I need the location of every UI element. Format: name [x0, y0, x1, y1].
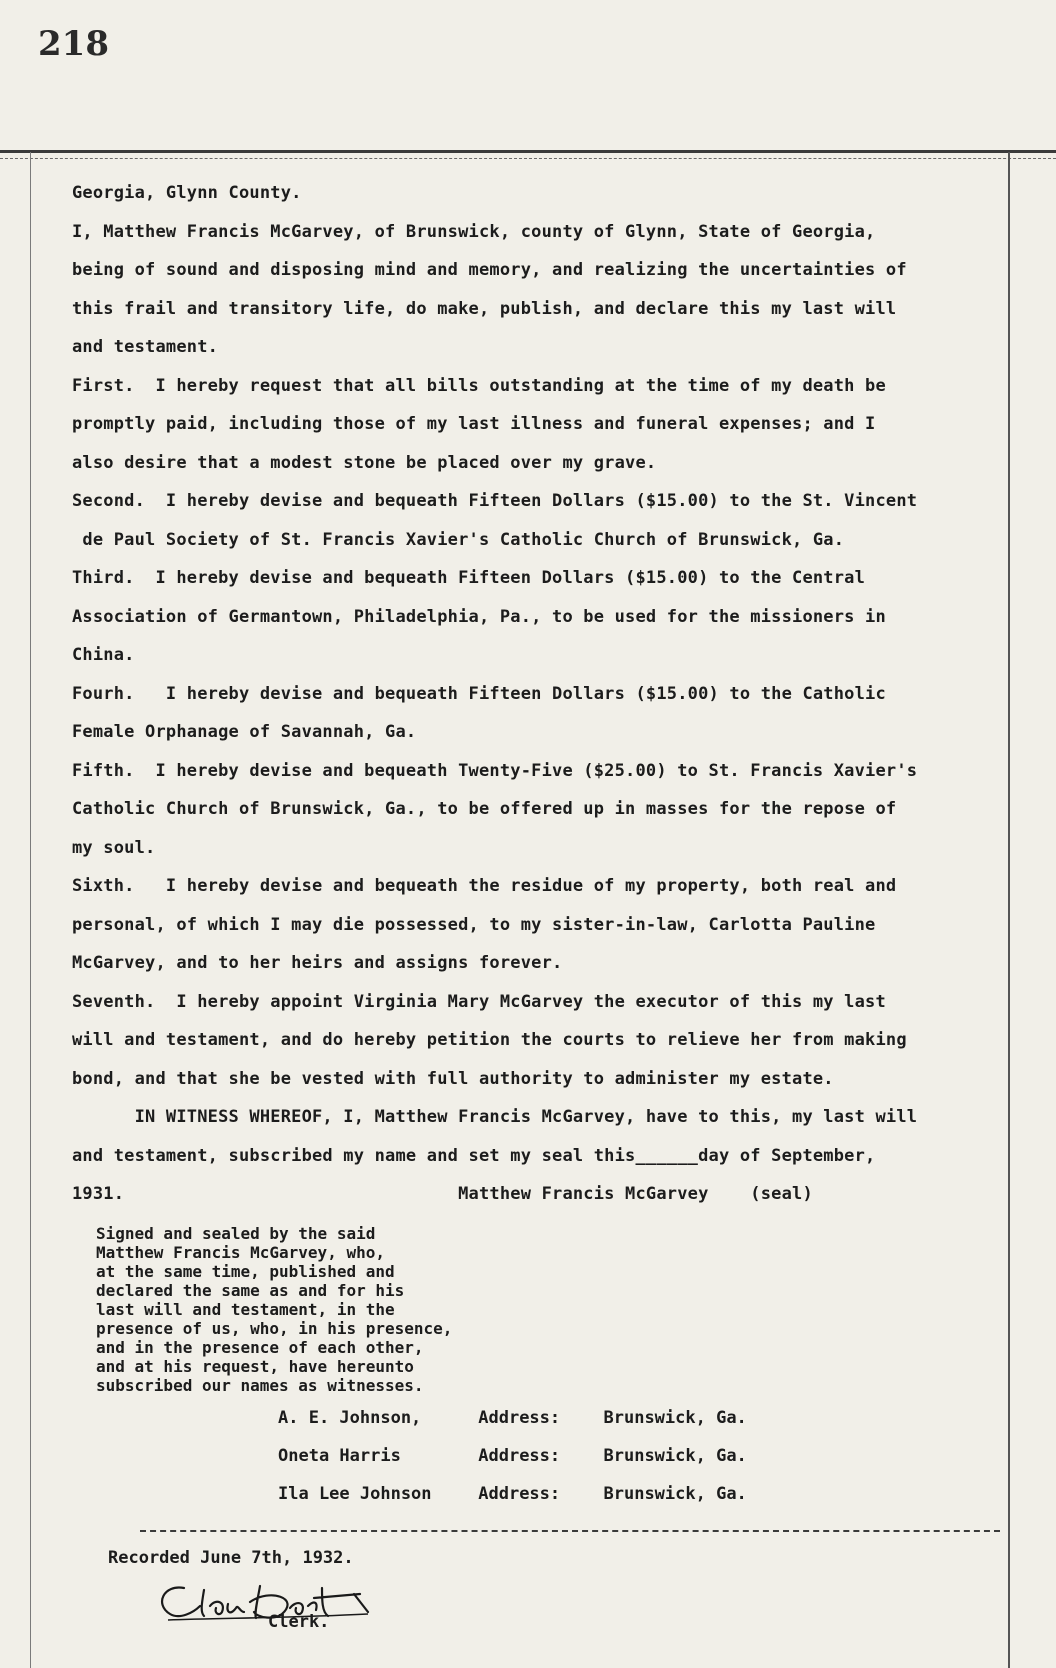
- body-line: and testament.: [72, 337, 219, 357]
- recorded-date: Recorded June 7th, 1932.: [108, 1548, 354, 1568]
- attestation-caption: Signed and sealed by the said Matthew Francis McGarvey, who, at the same time, published and declared the same as and for his last will and testament, in the presence of us, who, in his presence, and in the presence of each other, and at his request, have hereunto subscribed our names as witnesses.: [96, 1224, 453, 1395]
- witness-name: Ila Lee Johnson: [278, 1484, 432, 1504]
- address-label: Address:: [478, 1446, 561, 1466]
- body-line: de Paul Society of St. Francis Xavier's Catholic Church of Brunswick, Ga.: [72, 529, 845, 550]
- body-line: personal, of which I may die possessed, to my sister-in-law, Carlotta Pauline: [72, 914, 876, 935]
- clerk-label: Clerk.: [268, 1612, 330, 1632]
- body-line: Female Orphanage of Savannah, Ga.: [72, 722, 417, 742]
- body-line: Seventh. I hereby appoint Virginia Mary McGarvey the executor of this my last: [72, 991, 886, 1012]
- body-line: I, Matthew Francis McGarvey, of Brunswick, county of Glynn, State of Georgia,: [72, 221, 876, 242]
- body-line: Georgia, Glynn County.: [72, 183, 302, 203]
- body-line: bond, and that she be vested with full authority to administer my estate.: [72, 1068, 834, 1089]
- will-body: [72, 183, 1012, 1223]
- witness-row: [278, 1446, 747, 1484]
- body-line: IN WITNESS WHEREOF, I, Matthew Francis McGarvey, have to this, my last will: [72, 1107, 918, 1127]
- bottom-rule: [140, 1530, 1000, 1532]
- top-rule: [0, 150, 1056, 153]
- body-line: Second. I hereby devise and bequeath Fifteen Dollars ($15.00) to the St. Vincent: [72, 491, 918, 511]
- witness-address: Brunswick, Ga.: [603, 1484, 747, 1504]
- body-line: my soul.: [72, 837, 156, 858]
- body-line: First. I hereby request that all bills outstanding at the time of my death be: [72, 375, 886, 396]
- body-line: and testament, subscribed my name and set my seal this______day of September,: [72, 1145, 876, 1166]
- body-line: Fifth. I hereby devise and bequeath Twenty-Five ($25.00) to St. Francis Xavier's: [72, 760, 918, 781]
- body-line: promptly paid, including those of my last illness and funeral expenses; and I: [72, 414, 876, 434]
- body-line: also desire that a modest stone be placed over my grave.: [72, 452, 657, 473]
- top-rule-dashed: [0, 158, 1056, 159]
- body-line: China.: [72, 645, 135, 665]
- body-line: Third. I hereby devise and bequeath Fifteen Dollars ($15.00) to the Central: [72, 568, 866, 588]
- witness-row: [278, 1408, 747, 1446]
- body-line: Association of Germantown, Philadelphia, Pa., to be used for the missioners in: [72, 606, 886, 627]
- body-line: this frail and transitory life, do make, publish, and declare this my last will: [72, 298, 897, 319]
- body-line: will and testament, and do hereby petition the courts to relieve her from making: [72, 1030, 907, 1050]
- left-margin-rule: [30, 152, 31, 1668]
- body-line: Catholic Church of Brunswick, Ga., to be offered up in masses for the repose of: [72, 799, 897, 819]
- witness-list: [278, 1408, 747, 1522]
- body-line: McGarvey, and to her heirs and assigns forever.: [72, 953, 563, 973]
- page-number: 218: [38, 24, 109, 64]
- witness-name: A. E. Johnson,: [278, 1408, 422, 1428]
- witness-address: Brunswick, Ga.: [603, 1408, 747, 1428]
- witness-address: Brunswick, Ga.: [603, 1446, 747, 1466]
- body-line: Sixth. I hereby devise and bequeath the residue of my property, both real and: [72, 876, 897, 896]
- witness-row: [278, 1484, 747, 1522]
- body-line: being of sound and disposing mind and memory, and realizing the uncertainties of: [72, 260, 907, 280]
- body-line: 1931. Matthew Francis McGarvey (seal): [72, 1184, 813, 1204]
- body-line: Fourh. I hereby devise and bequeath Fifteen Dollars ($15.00) to the Catholic: [72, 683, 886, 704]
- witness-name: Oneta Harris: [278, 1446, 401, 1466]
- address-label: Address:: [478, 1484, 561, 1504]
- address-label: Address:: [478, 1408, 561, 1428]
